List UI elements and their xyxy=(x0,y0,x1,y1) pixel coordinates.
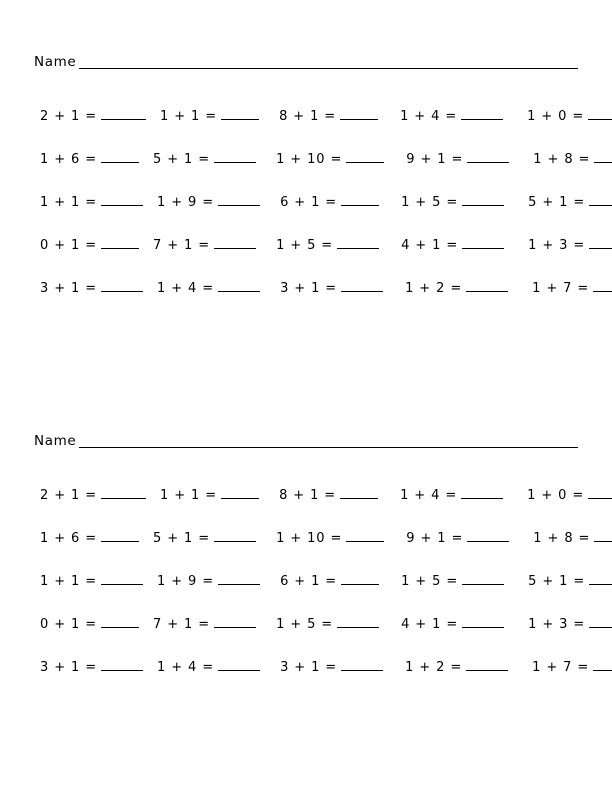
problem-expression: 1 + 3 = xyxy=(528,238,586,253)
answer-blank[interactable] xyxy=(218,194,260,206)
problem-cell xyxy=(260,573,379,588)
problem-cell xyxy=(139,616,256,631)
name-field-bottom xyxy=(34,425,578,451)
worksheet-half-bottom xyxy=(0,425,612,688)
problem-cell xyxy=(143,659,260,674)
problem-expression: 6 + 1 = xyxy=(280,195,338,210)
problem-cell xyxy=(143,573,260,588)
problem-row xyxy=(34,559,594,602)
answer-blank[interactable] xyxy=(214,530,256,542)
answer-blank[interactable] xyxy=(101,237,139,249)
problem-expression: 0 + 1 = xyxy=(40,238,98,253)
problem-cell xyxy=(34,108,146,123)
problem-expression: 1 + 7 = xyxy=(532,660,590,675)
problem-row xyxy=(34,602,594,645)
problem-cell xyxy=(34,194,143,209)
problem-expression: 1 + 5 = xyxy=(401,574,459,589)
answer-blank[interactable] xyxy=(462,573,504,585)
answer-blank[interactable] xyxy=(221,487,259,499)
problem-expression: 1 + 0 = xyxy=(527,488,585,503)
problem-cell xyxy=(508,659,612,674)
answer-blank[interactable] xyxy=(594,151,612,163)
problem-expression: 1 + 4 = xyxy=(400,488,458,503)
problem-expression: 0 + 1 = xyxy=(40,617,98,632)
problem-cell xyxy=(384,151,509,166)
answer-blank[interactable] xyxy=(594,530,612,542)
problem-expression: 2 + 1 = xyxy=(40,109,98,124)
answer-blank[interactable] xyxy=(218,280,260,292)
answer-blank[interactable] xyxy=(589,194,612,206)
problem-expression: 1 + 1 = xyxy=(160,109,218,124)
problem-expression: 4 + 1 = xyxy=(401,238,459,253)
answer-blank[interactable] xyxy=(588,487,612,499)
answer-blank[interactable] xyxy=(101,194,143,206)
answer-blank[interactable] xyxy=(588,108,612,120)
answer-blank[interactable] xyxy=(101,108,146,120)
problem-cell xyxy=(34,573,143,588)
answer-blank[interactable] xyxy=(218,573,260,585)
answer-blank[interactable] xyxy=(101,487,146,499)
problem-cell xyxy=(139,530,256,545)
problem-expression: 1 + 10 = xyxy=(276,531,343,546)
answer-blank[interactable] xyxy=(337,237,379,249)
problem-expression: 1 + 9 = xyxy=(157,574,215,589)
problem-expression: 1 + 4 = xyxy=(157,281,215,296)
problem-expression: 7 + 1 = xyxy=(153,238,211,253)
name-field-top xyxy=(34,46,578,72)
answer-blank[interactable] xyxy=(467,530,509,542)
problem-cell xyxy=(509,151,612,166)
answer-blank[interactable] xyxy=(101,573,143,585)
answer-blank[interactable] xyxy=(341,280,383,292)
problem-cell xyxy=(139,237,256,252)
problem-cell xyxy=(378,487,503,502)
problem-expression: 3 + 1 = xyxy=(40,281,98,296)
problem-cell xyxy=(383,659,508,674)
answer-blank[interactable] xyxy=(462,616,504,628)
problem-expression: 1 + 4 = xyxy=(400,109,458,124)
problem-expression: 3 + 1 = xyxy=(280,281,338,296)
problem-cell xyxy=(259,487,378,502)
problem-expression: 3 + 1 = xyxy=(40,660,98,675)
problem-cell xyxy=(379,194,504,209)
answer-blank[interactable] xyxy=(214,237,256,249)
problem-expression: 1 + 5 = xyxy=(401,195,459,210)
problem-expression: 1 + 0 = xyxy=(527,109,585,124)
name-write-line[interactable] xyxy=(79,447,578,448)
problem-row xyxy=(34,223,594,266)
problem-expression: 5 + 1 = xyxy=(153,152,211,167)
problem-cell xyxy=(259,108,378,123)
problem-cell xyxy=(378,108,503,123)
problem-row xyxy=(34,516,594,559)
answer-blank[interactable] xyxy=(467,151,509,163)
answer-blank[interactable] xyxy=(589,573,612,585)
answer-blank[interactable] xyxy=(593,280,612,292)
name-label: Name xyxy=(34,432,77,449)
problem-cell xyxy=(34,659,143,674)
problem-cell xyxy=(260,280,383,295)
problem-expression: 9 + 1 = xyxy=(406,152,464,167)
problem-cell xyxy=(256,530,384,545)
problem-row xyxy=(34,645,594,688)
problem-expression: 1 + 5 = xyxy=(276,238,334,253)
problem-cell xyxy=(379,616,504,631)
problem-expression: 1 + 2 = xyxy=(405,660,463,675)
answer-blank[interactable] xyxy=(337,616,379,628)
problem-cell xyxy=(503,487,612,502)
problem-expression: 1 + 6 = xyxy=(40,152,98,167)
problem-expression: 4 + 1 = xyxy=(401,617,459,632)
problem-cell xyxy=(146,487,259,502)
answer-blank[interactable] xyxy=(466,659,508,671)
answer-blank[interactable] xyxy=(589,237,612,249)
problem-cell xyxy=(384,530,509,545)
name-write-line[interactable] xyxy=(79,68,578,69)
answer-blank[interactable] xyxy=(101,659,143,671)
problem-cell xyxy=(509,530,612,545)
problem-cell xyxy=(508,280,612,295)
problem-expression: 1 + 7 = xyxy=(532,281,590,296)
problem-expression: 5 + 1 = xyxy=(528,195,586,210)
problem-cell xyxy=(256,151,384,166)
problem-cell xyxy=(143,194,260,209)
answer-blank[interactable] xyxy=(214,616,256,628)
problem-expression: 1 + 1 = xyxy=(40,195,98,210)
answer-blank[interactable] xyxy=(221,108,259,120)
problem-cell xyxy=(379,237,504,252)
problem-expression: 1 + 4 = xyxy=(157,660,215,675)
problem-expression: 5 + 1 = xyxy=(153,531,211,546)
answer-blank[interactable] xyxy=(340,487,378,499)
answer-blank[interactable] xyxy=(461,487,503,499)
problem-grid-top xyxy=(34,94,594,309)
answer-blank[interactable] xyxy=(218,659,260,671)
answer-blank[interactable] xyxy=(589,616,612,628)
answer-blank[interactable] xyxy=(461,108,503,120)
problem-expression: 1 + 1 = xyxy=(40,574,98,589)
problem-expression: 5 + 1 = xyxy=(528,574,586,589)
problem-row xyxy=(34,473,594,516)
problem-expression: 1 + 9 = xyxy=(157,195,215,210)
problem-grid-bottom xyxy=(34,473,594,688)
answer-blank[interactable] xyxy=(462,194,504,206)
problem-expression: 1 + 8 = xyxy=(533,531,591,546)
problem-cell xyxy=(256,237,379,252)
problem-row xyxy=(34,137,594,180)
problem-expression: 1 + 8 = xyxy=(533,152,591,167)
problem-expression: 1 + 10 = xyxy=(276,152,343,167)
problem-expression: 1 + 2 = xyxy=(405,281,463,296)
problem-cell xyxy=(383,280,508,295)
problem-cell xyxy=(260,659,383,674)
answer-blank[interactable] xyxy=(466,280,508,292)
worksheet-half-top xyxy=(0,46,612,309)
problem-cell xyxy=(379,573,504,588)
answer-blank[interactable] xyxy=(593,659,612,671)
answer-blank[interactable] xyxy=(101,280,143,292)
answer-blank[interactable] xyxy=(214,151,256,163)
problem-expression: 1 + 5 = xyxy=(276,617,334,632)
problem-cell xyxy=(146,108,259,123)
problem-expression: 2 + 1 = xyxy=(40,488,98,503)
name-label: Name xyxy=(34,53,77,70)
answer-blank[interactable] xyxy=(341,573,379,585)
problem-expression: 9 + 1 = xyxy=(406,531,464,546)
problem-cell xyxy=(503,108,612,123)
answer-blank[interactable] xyxy=(341,659,383,671)
problem-cell xyxy=(34,487,146,502)
answer-blank[interactable] xyxy=(462,237,504,249)
problem-cell xyxy=(34,530,139,545)
answer-blank[interactable] xyxy=(101,151,139,163)
problem-expression: 3 + 1 = xyxy=(280,660,338,675)
problem-row xyxy=(34,94,594,137)
problem-cell xyxy=(504,194,612,209)
problem-cell xyxy=(260,194,379,209)
answer-blank[interactable] xyxy=(346,151,384,163)
problem-cell xyxy=(34,280,143,295)
problem-expression: 7 + 1 = xyxy=(153,617,211,632)
problem-expression: 1 + 1 = xyxy=(160,488,218,503)
problem-cell xyxy=(256,616,379,631)
problem-cell xyxy=(504,573,612,588)
answer-blank[interactable] xyxy=(101,530,139,542)
problem-expression: 8 + 1 = xyxy=(279,488,337,503)
problem-expression: 8 + 1 = xyxy=(279,109,337,124)
problem-cell xyxy=(34,151,139,166)
problem-row xyxy=(34,266,594,309)
answer-blank[interactable] xyxy=(340,108,378,120)
problem-expression: 1 + 3 = xyxy=(528,617,586,632)
problem-expression: 6 + 1 = xyxy=(280,574,338,589)
answer-blank[interactable] xyxy=(101,616,139,628)
problem-cell xyxy=(34,237,139,252)
problem-cell xyxy=(34,616,139,631)
answer-blank[interactable] xyxy=(346,530,384,542)
problem-cell xyxy=(504,237,612,252)
problem-cell xyxy=(504,616,612,631)
problem-cell xyxy=(139,151,256,166)
problem-row xyxy=(34,180,594,223)
problem-cell xyxy=(143,280,260,295)
problem-expression: 1 + 6 = xyxy=(40,531,98,546)
answer-blank[interactable] xyxy=(341,194,379,206)
